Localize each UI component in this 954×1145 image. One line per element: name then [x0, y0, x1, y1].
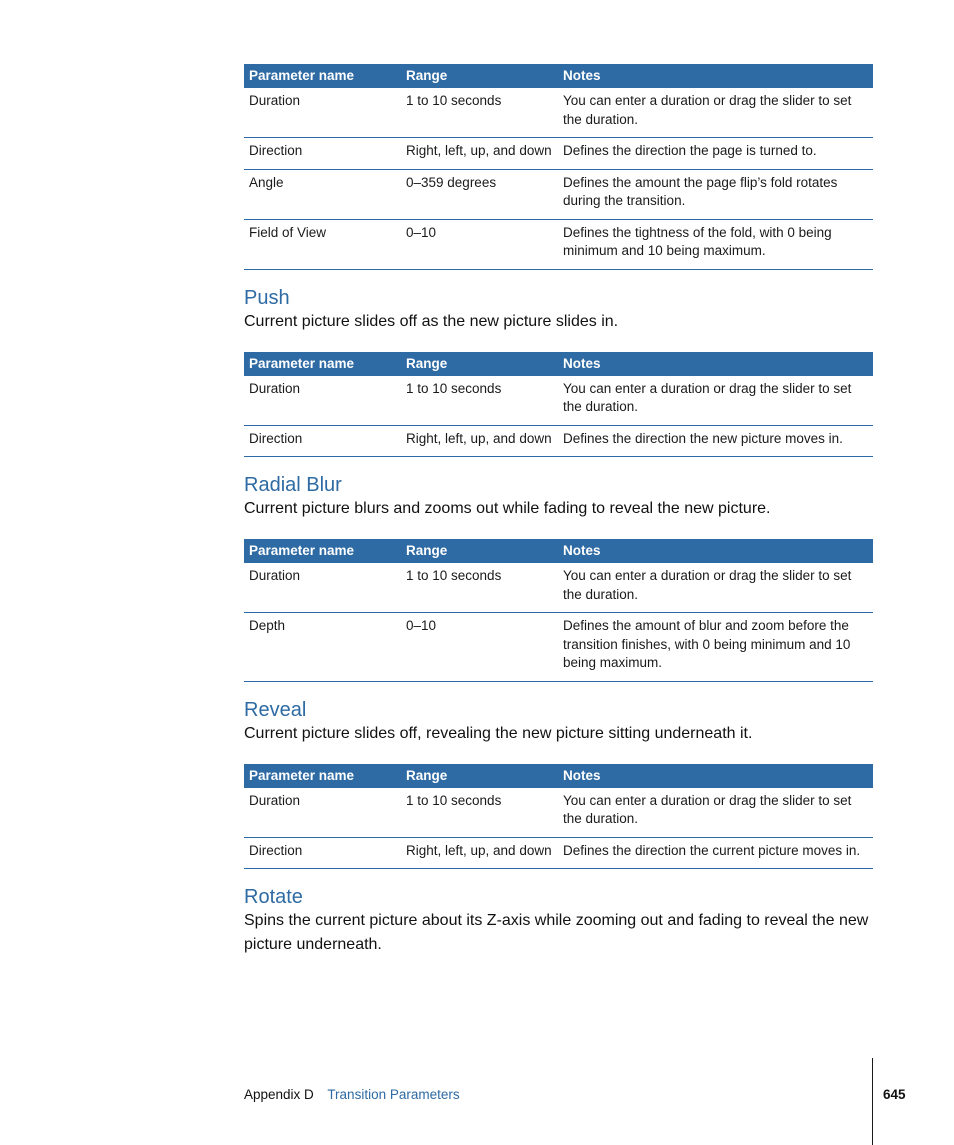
- page-turn-parameters-table: [244, 64, 873, 270]
- param-range: 1 to 10 seconds: [401, 376, 558, 426]
- param-notes: Defines the tightness of the fold, with 0 being minimum and 10 being maximum.: [558, 219, 873, 269]
- param-range: 1 to 10 seconds: [401, 563, 558, 613]
- param-name: Depth: [244, 613, 401, 682]
- param-notes: You can enter a duration or drag the slider to set the duration.: [558, 788, 873, 838]
- header-parameter-name: Parameter name: [244, 539, 401, 563]
- header-notes: Notes: [558, 764, 873, 788]
- radial-blur-parameters-table: [244, 539, 873, 682]
- table-row: [244, 219, 873, 269]
- table-row: [244, 837, 873, 869]
- param-notes: You can enter a duration or drag the slider to set the duration.: [558, 376, 873, 426]
- page-number: 645: [883, 1087, 906, 1102]
- header-range: Range: [401, 64, 558, 88]
- param-range: 0–10: [401, 613, 558, 682]
- header-parameter-name: Parameter name: [244, 64, 401, 88]
- param-range: 1 to 10 seconds: [401, 788, 558, 838]
- table-header-row: [244, 64, 873, 88]
- param-notes: Defines the direction the new picture moves in.: [558, 425, 873, 457]
- param-notes: You can enter a duration or drag the slider to set the duration.: [558, 563, 873, 613]
- param-notes: You can enter a duration or drag the slider to set the duration.: [558, 88, 873, 138]
- param-notes: Defines the amount the page flip’s fold rotates during the transition.: [558, 169, 873, 219]
- footer-chapter-title[interactable]: Transition Parameters: [327, 1087, 460, 1102]
- table-header-row: [244, 352, 873, 376]
- section-title-radial-blur: Radial Blur: [244, 474, 342, 496]
- section-title-rotate: Rotate: [244, 886, 303, 908]
- section-title-reveal: Reveal: [244, 698, 307, 721]
- table-header-row: [244, 539, 873, 563]
- param-notes: Defines the amount of blur and zoom before the transition finishes, with 0 being minimum and 10 being maximum.: [558, 613, 873, 682]
- section-description-radial-blur: Current picture blurs and zooms out while fading to reveal the new picture.: [244, 500, 771, 517]
- reveal-parameters-table: [244, 764, 873, 870]
- header-notes: Notes: [558, 539, 873, 563]
- table-row: [244, 88, 873, 138]
- section-description-rotate: Spins the current picture about its Z-axis while zooming out and fading to reveal the new picture underneath.: [244, 912, 869, 953]
- param-range: 1 to 10 seconds: [401, 88, 558, 138]
- section-description-reveal: Current picture slides off, revealing the new picture sitting underneath it.: [244, 724, 753, 742]
- param-range: Right, left, up, and down: [401, 425, 558, 457]
- header-parameter-name: Parameter name: [244, 764, 401, 788]
- table-row: [244, 563, 873, 613]
- table-row: [244, 376, 873, 426]
- header-range: Range: [401, 764, 558, 788]
- param-range: Right, left, up, and down: [401, 837, 558, 869]
- page-content: [244, 64, 873, 975]
- page-footer: [244, 1087, 460, 1102]
- section-description-push: Current picture slides off as the new picture slides in.: [244, 312, 619, 330]
- param-name: Duration: [244, 563, 401, 613]
- table-row: [244, 613, 873, 682]
- table-header-row: [244, 764, 873, 788]
- table-row: [244, 425, 873, 457]
- header-range: Range: [401, 352, 558, 376]
- table-row: [244, 138, 873, 170]
- param-range: 0–359 degrees: [401, 169, 558, 219]
- push-parameters-table: [244, 352, 873, 458]
- table-row: [244, 788, 873, 838]
- param-name: Direction: [244, 138, 401, 170]
- param-range: 0–10: [401, 219, 558, 269]
- table-row: [244, 169, 873, 219]
- param-name: Duration: [244, 376, 401, 426]
- param-name: Angle: [244, 169, 401, 219]
- header-notes: Notes: [558, 352, 873, 376]
- param-name: Duration: [244, 788, 401, 838]
- param-name: Duration: [244, 88, 401, 138]
- header-parameter-name: Parameter name: [244, 352, 401, 376]
- footer-chapter: Appendix D: [244, 1087, 314, 1102]
- header-notes: Notes: [558, 64, 873, 88]
- footer-divider: [872, 1058, 873, 1145]
- param-name: Direction: [244, 425, 401, 457]
- param-notes: Defines the direction the current picture moves in.: [558, 837, 873, 869]
- param-notes: Defines the direction the page is turned to.: [558, 138, 873, 170]
- param-name: Field of View: [244, 219, 401, 269]
- header-range: Range: [401, 539, 558, 563]
- param-name: Direction: [244, 837, 401, 869]
- section-title-push: Push: [244, 286, 290, 309]
- param-range: Right, left, up, and down: [401, 138, 558, 170]
